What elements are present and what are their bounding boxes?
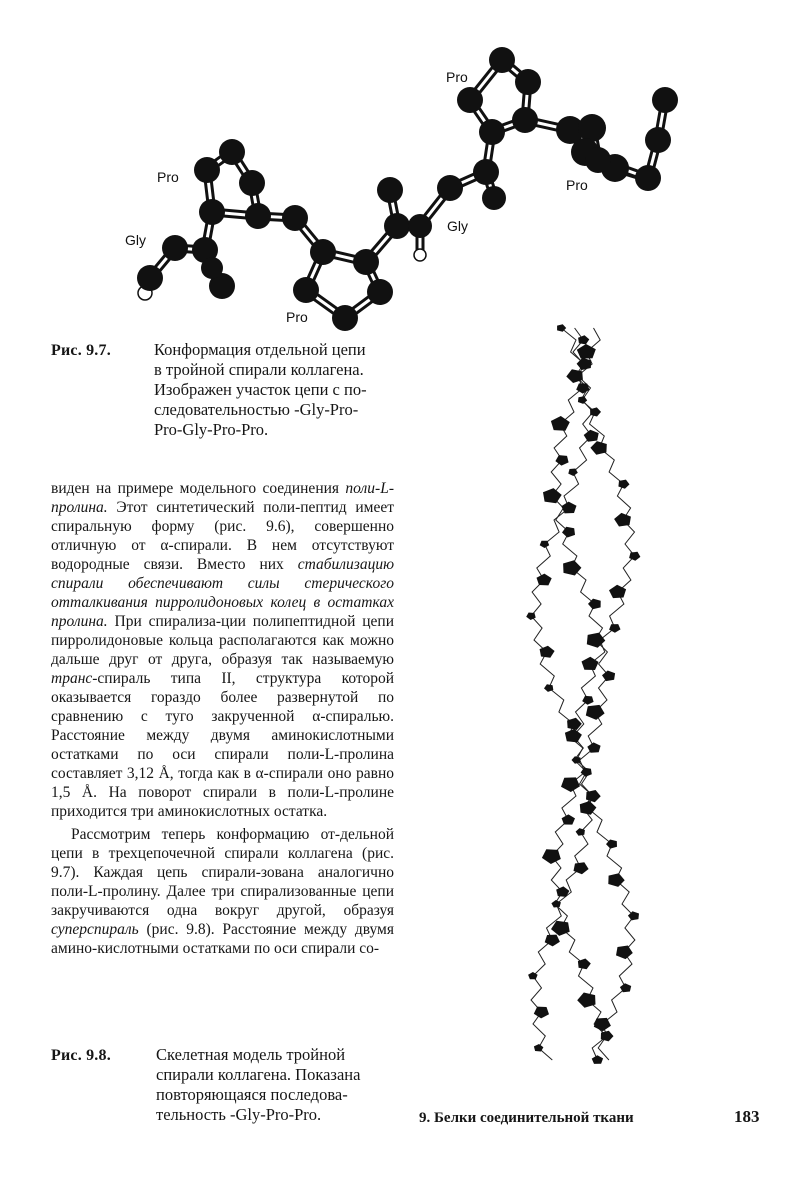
residue-label-gly: Gly [125,232,146,248]
atom [310,239,336,265]
caption-line: тельность -Gly-Pro-Pro. [156,1105,322,1124]
pyrrolidine-ring [590,407,601,416]
residue-label-pro: Pro [157,169,179,185]
running-footer-chapter-title: 9. Белки соединительной ткани [419,1110,634,1126]
atom [515,69,541,95]
pyrrolidine-ring [534,1007,549,1019]
pyrrolidine-ring [540,541,550,548]
atom [645,127,671,153]
atom [408,214,432,238]
text-run: (рис. 9.8). Расстояние между двумя амино-кислотными остатками по оси спирали со- [51,921,394,957]
pyrrolidine-ring [581,768,592,777]
pyrrolidine-ring [602,671,615,682]
atom [137,265,163,291]
body-text-column [51,479,394,958]
caption-line: повторяющаяся последова- [156,1085,348,1104]
atom [282,205,308,231]
atom [489,47,515,73]
figure-9-7-caption [154,340,396,440]
text-run: Рассмотрим теперь конформацию от-дельной цепи в трехцепочечной спирали коллагена (рис. 9.7). Каждая цепь спирали-зована аналогично поли-L-пролину. Далее три спирализованные цепи закручиваются одна вокруг другой, образуя [51,826,394,919]
atom [473,159,499,185]
figure-9-8-caption [156,1045,400,1125]
caption-line: Pro-Gly-Pro-Pro. [154,420,269,439]
pyrrolidine-ring [562,527,575,538]
atom [219,139,245,165]
atom [201,257,223,279]
atom [578,114,606,142]
atom [585,147,611,173]
pyrrolidine-ring [562,814,575,824]
text-run-italic: стабилизацию спирали обеспечивают силы стерического отталкивания пирролидоновых колец в остатках пролина. [51,556,394,630]
pyrrolidine-ring [618,480,629,489]
figure-9-7-ball-and-stick-model [0,0,798,340]
pyrrolidine-ring [561,502,576,514]
atom [384,213,410,239]
pyrrolidine-ring [580,801,597,815]
caption-line: спирали коллагена. Показана [156,1065,361,1084]
atom [199,199,225,225]
atom [162,235,188,261]
text-run-italic: поли-L-пролина. [51,480,394,516]
paragraph [51,479,394,821]
pyrrolidine-ring [543,488,562,503]
residue-label-pro: Pro [286,309,308,325]
text-run-italic: транс [51,670,93,687]
atom [457,87,483,113]
pyrrolidine-ring [592,1055,603,1064]
atom [512,107,538,133]
pyrrolidine-ring [614,513,631,527]
text-run: Этот синтетический поли-пептид имеет спиральную форму (рис. 9.6), совершенно отличную от α-спирали. В нем отсутствуют водородные связи. Вместо них [51,499,394,573]
pyrrolidine-ring [620,983,631,992]
caption-line: Изображен участок цепи с по- [154,380,367,399]
pyrrolidine-ring [578,335,589,344]
pyrrolidine-ring [586,705,605,720]
text-run: виден на примере модельного соединения [51,480,346,497]
pyrrolidine-ring [584,430,599,442]
caption-line: Конформация отдельной цепи [154,340,366,359]
figure-9-8-triple-helix-model [500,318,660,1078]
text-run: При спирализа-ции полипептидной цепи пирролидоновые кольца располагаются как можно дальше друг от друга, образуя так называемую [51,613,394,668]
atom [245,203,271,229]
pyrrolidine-ring [572,756,581,764]
text-run: -спираль типа II, структура которой оказывается гораздо более развернутой по сравнению с туго закрученной α-спиралью. Расстояние между двумя аминокислотными остатками по оси спирали поли-L-пролина составляет 3,12 Å, тогда как в α-спирали оно равно 1,5 Å. На поворот спирали в поли-L-пролине приходится три аминокислотных остатка. [51,670,394,820]
pyrrolidine-ring [542,849,561,864]
pyrrolidine-ring [616,946,633,960]
text-run-italic: суперспираль [51,921,139,938]
atom [332,305,358,331]
pyrrolidine-ring [628,911,639,920]
pyrrolidine-ring [590,441,606,455]
pyrrolidine-ring [586,790,601,802]
figure-9-7-caption-number: Рис. 9.7. [51,342,111,359]
paragraph [51,825,394,958]
atom [482,186,506,210]
caption-line: в тройной спирали коллагена. [154,360,364,379]
atom [239,170,265,196]
pyrrolidine-ring [608,873,624,887]
atom [652,87,678,113]
atom [353,249,379,275]
atom [377,177,403,203]
residue-label-gly: Gly [447,218,468,234]
hydrogen-atom [414,249,426,261]
caption-line: следовательностью -Gly-Pro- [154,400,359,419]
pyrrolidine-ring [587,742,600,752]
residue-label-pro: Pro [446,69,468,85]
pyrrolidine-ring [594,1018,611,1031]
figure-9-8-caption-number: Рис. 9.8. [51,1047,111,1064]
caption-line: Скелетная модель тройной [156,1045,346,1064]
atom [194,157,220,183]
atom [367,279,393,305]
residue-label-pro: Pro [566,177,588,193]
atom [635,165,661,191]
atom [437,175,463,201]
page-number: 183 [734,1107,760,1126]
pyrrolidine-ring [578,396,587,404]
pyrrolidine-ring [561,777,580,792]
pyrrolidine-ring [565,729,582,743]
helix-strand [531,328,593,1060]
pyrrolidine-ring [568,469,578,477]
atom [479,119,505,145]
atom [293,277,319,303]
pyrrolidine-ring [563,560,581,575]
helix-strand [551,328,609,1060]
pyrrolidine-ring [555,455,568,466]
pyrrolidine-ring [537,574,552,586]
